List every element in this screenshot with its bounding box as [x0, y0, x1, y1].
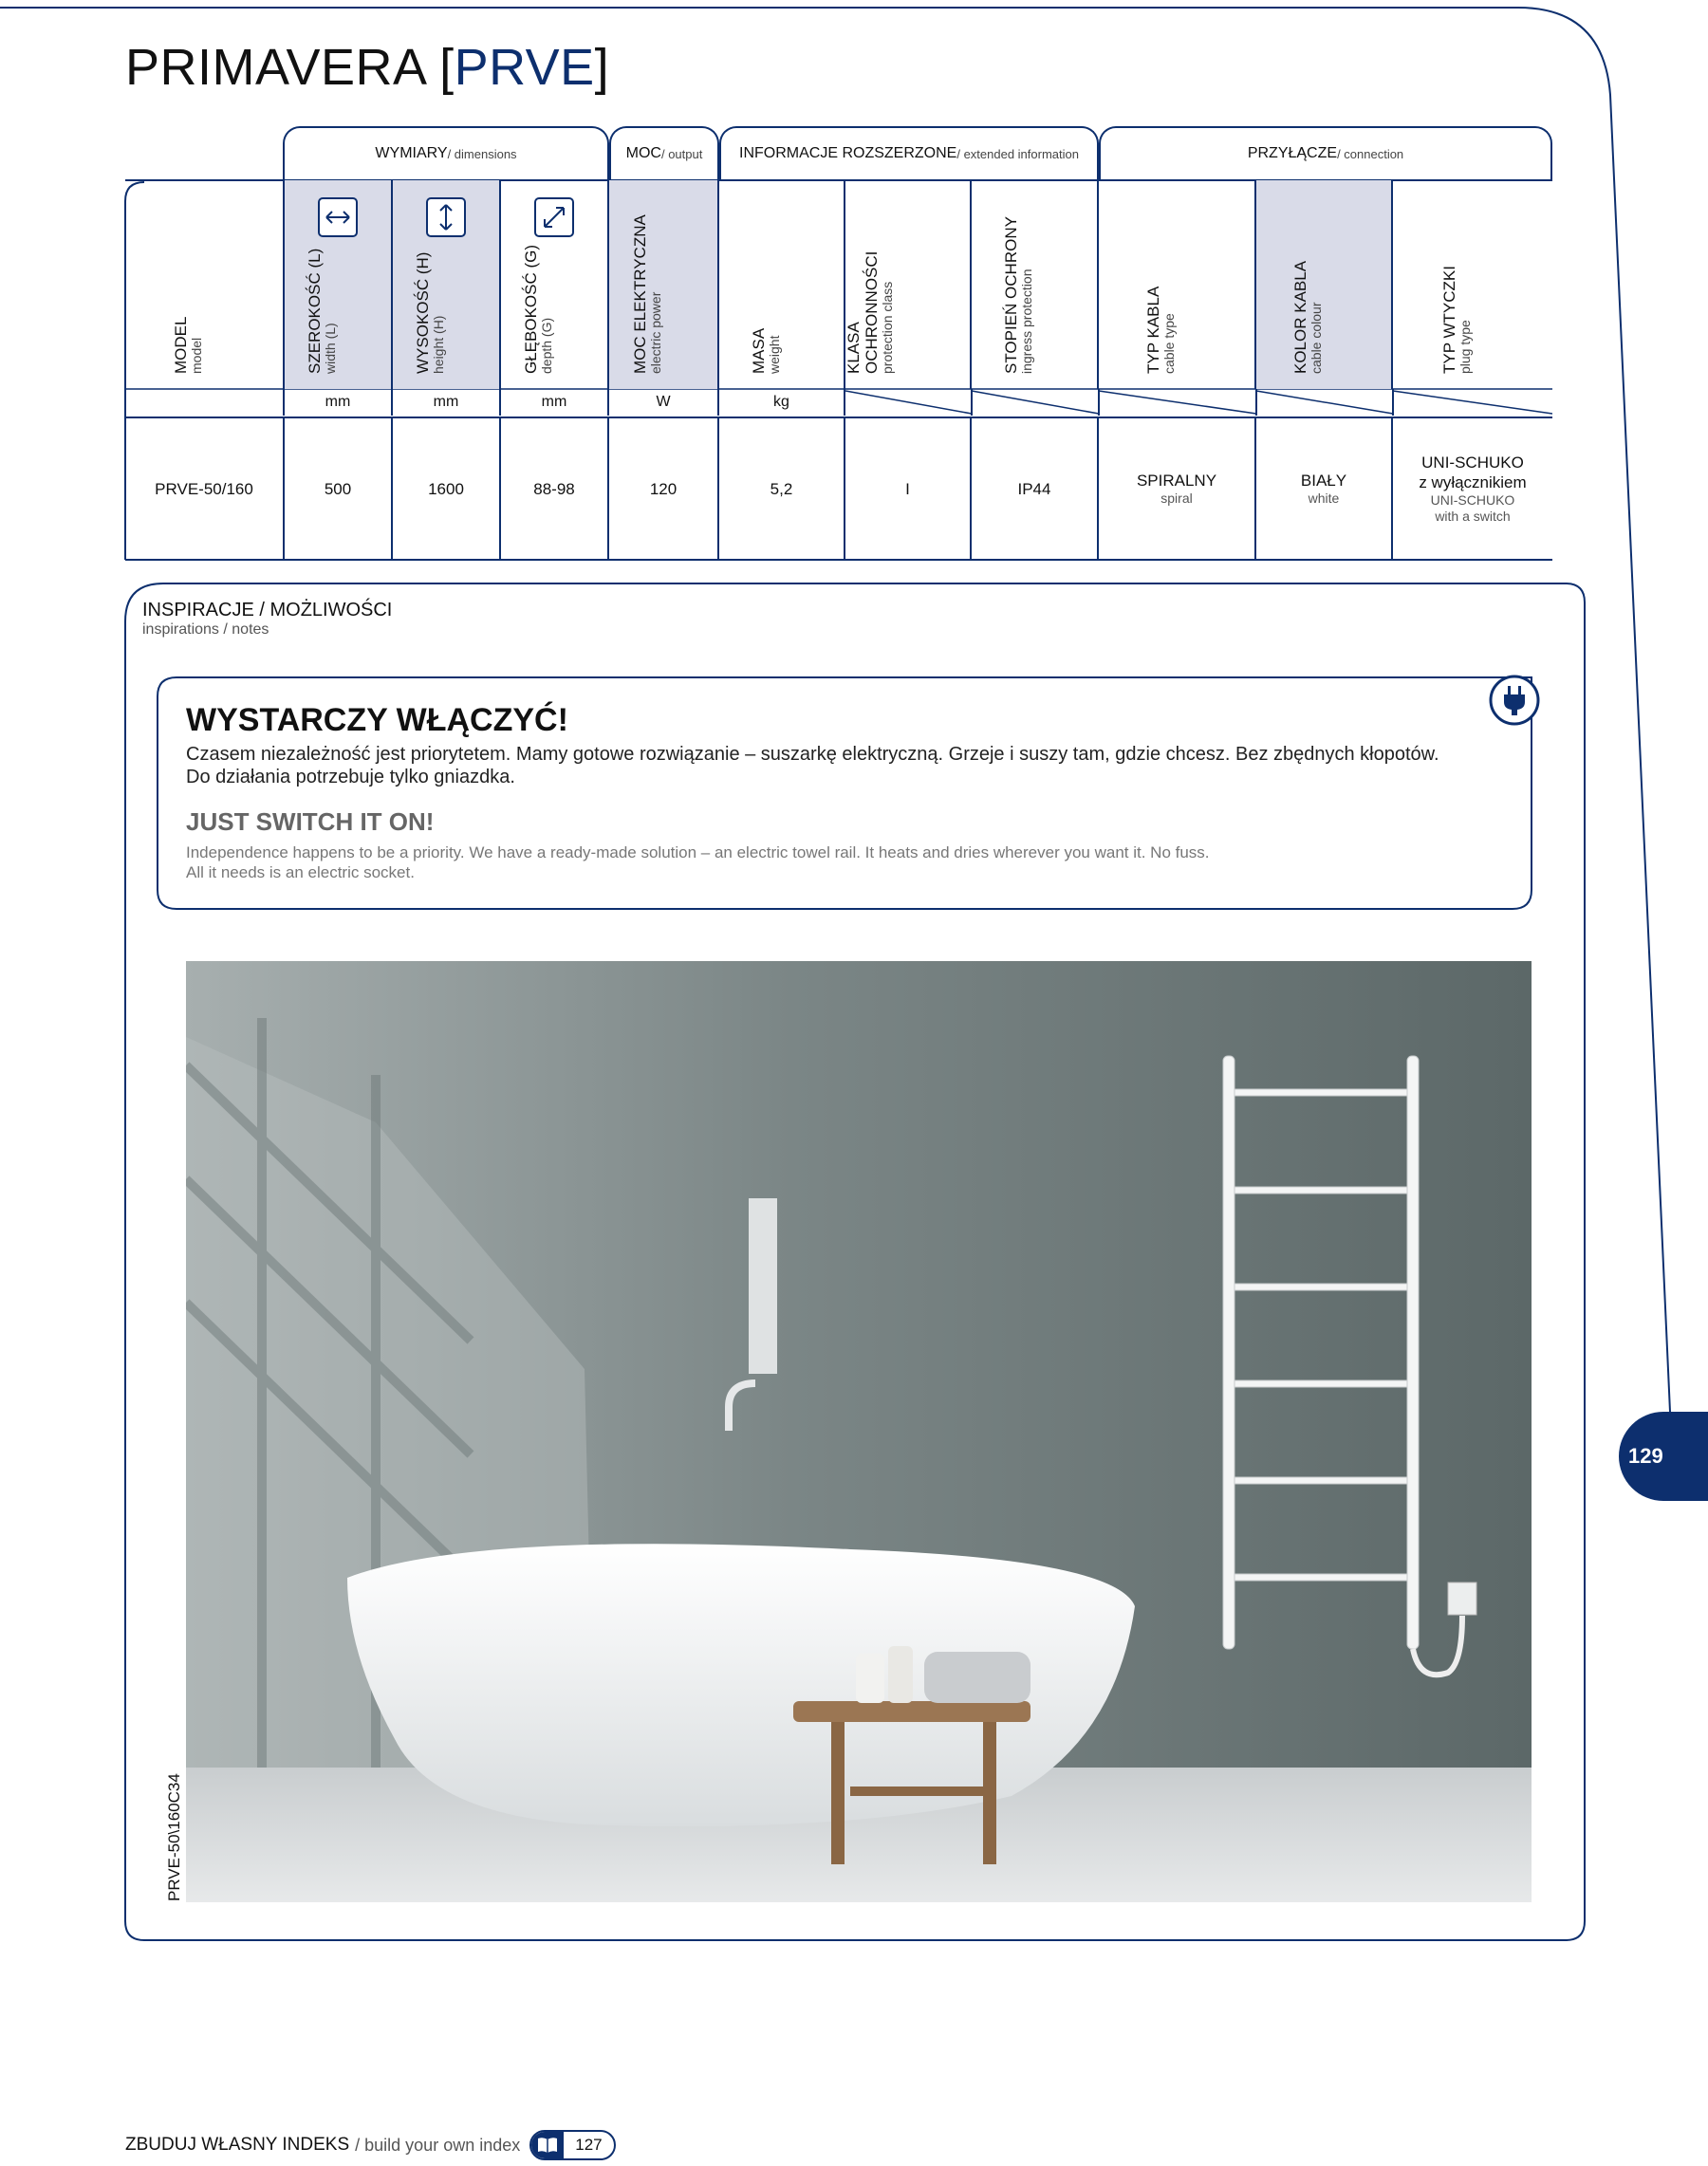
cell-cable-type-wrap [1099, 417, 1256, 560]
unit-height: mm [393, 389, 501, 416]
group-connection-en: / connection [1337, 146, 1404, 161]
cell-protection-wrap [845, 417, 972, 560]
bathroom-photo [186, 961, 1532, 1902]
cell-protection-class: I [905, 479, 910, 498]
col-electric-power [609, 180, 719, 389]
col-height-pl: WYSOKOŚĆ (H) [414, 251, 432, 374]
col-power-en: electric power [648, 291, 663, 374]
col-model-pl: MODEL [172, 316, 190, 374]
col-cable-type-pl: TYP KABLA [1144, 286, 1162, 374]
group-dimensions-en: / dimensions [447, 146, 517, 161]
book-icon [531, 2132, 564, 2158]
group-dimensions-pl: WYMIARY [375, 145, 448, 161]
unit-depth: mm [501, 389, 609, 416]
callout-heading-pl: WYSTARCZY WŁĄCZYĆ! [186, 702, 568, 738]
cell-plug-en-2: with a switch [1435, 509, 1511, 524]
index-page-ref: 127 [575, 2136, 603, 2154]
callout-text-en: Independence happens to be a priority. We have a ready-made solution – an electric towel rail. It heats and dries wherever you want it. No fuss. All it needs is an electric socket. [186, 843, 1210, 881]
cell-plug-wrap [1393, 417, 1552, 560]
cell-height: 1600 [428, 479, 464, 498]
cell-power-wrap [609, 417, 719, 560]
cell-depth-wrap [501, 417, 609, 560]
horizontal-arrow-icon [318, 197, 358, 237]
cell-plug-en-1: UNI-SCHUKO [1430, 492, 1515, 508]
group-connection [1099, 126, 1552, 179]
col-cable-colour-pl: KOLOR KABLA [1291, 260, 1309, 374]
col-weight-en: weight [766, 335, 782, 374]
group-output-pl: MOC [625, 145, 661, 161]
col-height-en: height (H) [431, 315, 446, 374]
title-code: PRVE [454, 39, 595, 96]
cell-cable-colour-wrap [1256, 417, 1393, 560]
cell-cable-type-pl: SPIRALNY [1136, 472, 1217, 490]
page-title [125, 38, 609, 97]
cell-power: 120 [649, 479, 678, 498]
col-cable-type-en: cable type [1161, 313, 1177, 374]
vertical-arrow-icon [426, 197, 466, 237]
group-output [609, 126, 719, 179]
col-plug-type-pl: TYP WTYCZKI [1440, 266, 1458, 374]
cell-height-wrap [393, 417, 501, 560]
group-extended-en: / extended information [956, 146, 1079, 161]
table-row [125, 417, 285, 560]
col-model-en: model [189, 337, 204, 374]
index-link[interactable] [529, 2130, 615, 2160]
group-extended-pl: INFORMACJE ROZSZERZONE [739, 145, 957, 161]
cell-ingress: IP44 [1017, 479, 1051, 498]
group-extended-info [719, 126, 1099, 179]
inspirations-title-pl: INSPIRACJE / MOŻLIWOŚCI [142, 600, 393, 620]
col-width-en: width (L) [323, 323, 338, 374]
inspirations-title-en: inspirations / notes [142, 621, 269, 638]
unit-power: W [609, 389, 719, 416]
footer-label-en: / build your own index [355, 2135, 521, 2155]
col-width [285, 180, 393, 389]
cell-cable-colour-pl: BIAŁY [1300, 472, 1347, 490]
callout-text-pl: Czasem niezależność jest priorytetem. Mamy gotowe rozwiązanie – suszarkę elektryczną. Grzeje i suszy tam, gdzie chcesz. Bez zbędnych kłopotów. Do działania potrzebuje tylko gniazdka. [186, 744, 1439, 787]
col-protection-pl: KLASA [844, 322, 863, 374]
unit-diagonals [845, 389, 1552, 416]
cell-cable-type-en: spiral [1160, 491, 1193, 506]
col-cable-colour-en: cable colour [1309, 302, 1324, 374]
col-protection-class [845, 180, 972, 389]
cell-weight-wrap [719, 417, 845, 560]
diagonal-arrow-icon [534, 197, 574, 237]
group-dimensions [283, 126, 609, 179]
group-output-en: / output [660, 146, 703, 161]
col-depth-pl: GŁĘBOKOŚĆ (G) [522, 244, 540, 374]
cell-model: PRVE-50/160 [155, 479, 253, 498]
col-model [125, 180, 285, 389]
inspirations-title [142, 600, 392, 639]
col-ingress-pl: STOPIEŃ OCHRONY [1002, 216, 1020, 374]
col-height [393, 180, 501, 389]
cell-plug-pl-1: UNI-SCHUKO [1421, 454, 1524, 472]
col-width-pl: SZEROKOŚĆ (L) [306, 248, 324, 374]
cell-plug-pl-2: z wyłącznikiem [1419, 473, 1527, 491]
plug-icon [1488, 674, 1541, 727]
col-protection-pl2: OCHRONNOŚCI [862, 250, 881, 374]
group-connection-pl: PRZYŁĄCZE [1247, 145, 1338, 161]
col-ingress-en: ingress protection [1019, 268, 1034, 374]
col-protection-en: protection class [879, 281, 895, 374]
cell-width: 500 [324, 479, 352, 498]
cell-cable-colour-en: white [1308, 491, 1340, 506]
unit-weight: kg [719, 389, 845, 416]
callout-box [158, 677, 1532, 909]
col-ingress-protection [972, 180, 1099, 389]
unit-model [125, 389, 285, 416]
title-suffix: ] [594, 39, 610, 96]
cell-weight: 5,2 [770, 479, 793, 498]
cell-ingress-wrap [972, 417, 1099, 560]
col-plug-type [1393, 180, 1552, 389]
photo-product-code: PRVE-50\160C34 [165, 1773, 183, 1901]
col-cable-colour [1256, 180, 1393, 389]
col-plug-type-en: plug type [1457, 320, 1473, 374]
cell-width-wrap [285, 417, 393, 560]
col-depth [501, 180, 609, 389]
col-weight-pl: MASA [749, 327, 768, 374]
col-cable-type [1099, 180, 1256, 389]
cell-depth: 88-98 [533, 479, 575, 498]
footer-label-pl: ZBUDUJ WŁASNY INDEKS [125, 2135, 350, 2155]
callout-heading-en: JUST SWITCH IT ON! [186, 807, 435, 836]
col-weight [719, 180, 845, 389]
col-power-pl: MOC ELEKTRYCZNA [631, 214, 649, 374]
col-depth-en: depth (G) [539, 317, 554, 374]
footer [125, 2130, 616, 2160]
unit-width: mm [285, 389, 393, 416]
page-number-badge: 129 [1619, 1412, 1708, 1501]
title-prefix: PRIMAVERA [ [125, 39, 455, 96]
